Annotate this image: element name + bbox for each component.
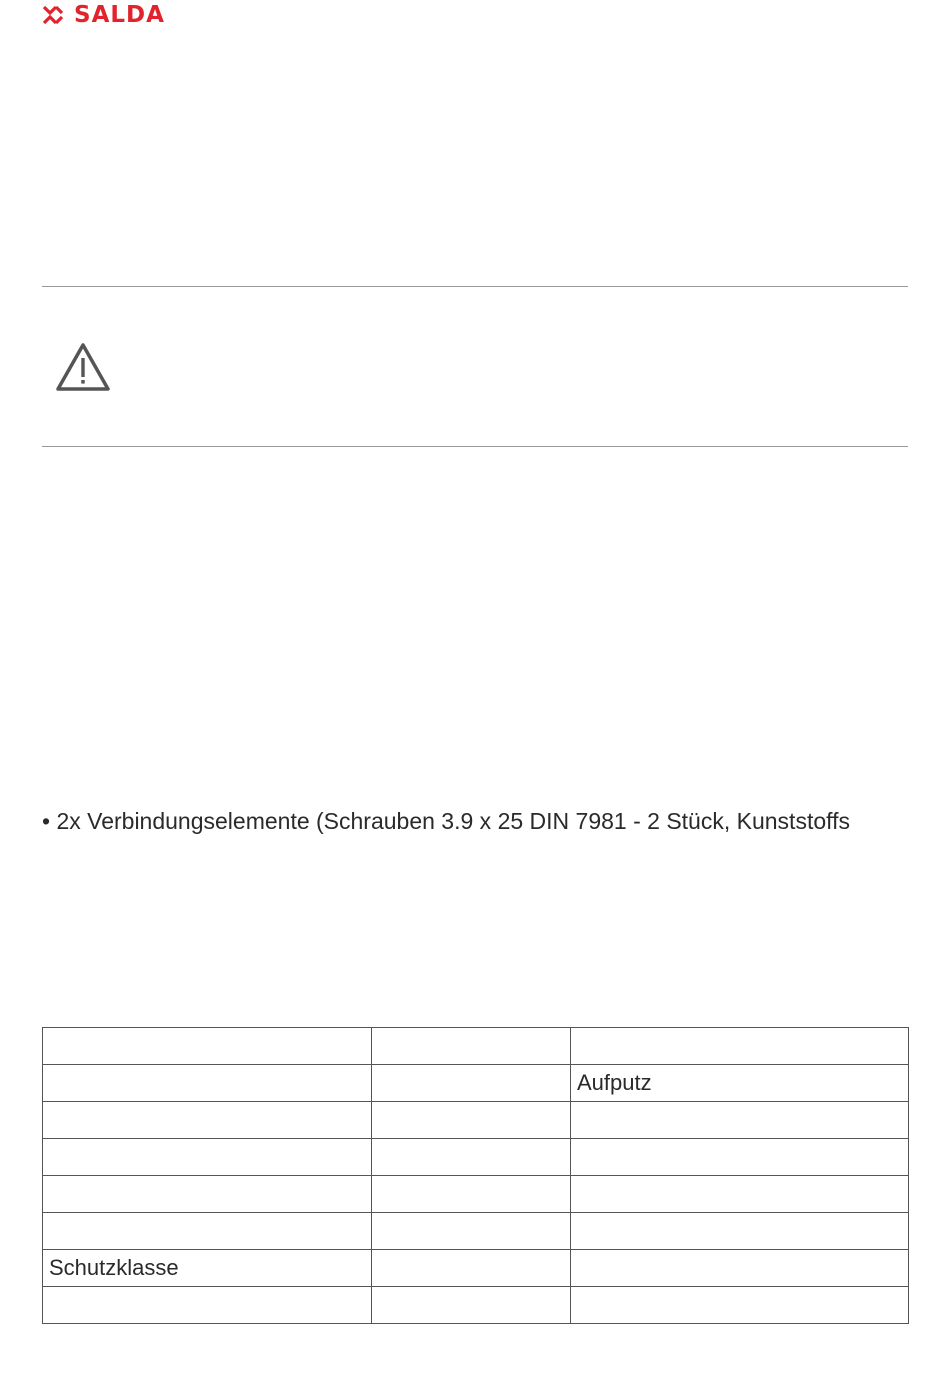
table-cell <box>372 1213 571 1250</box>
table-row <box>43 1250 909 1287</box>
table-cell <box>43 1028 372 1065</box>
table-cell <box>43 1102 372 1139</box>
table-cell <box>571 1287 909 1324</box>
divider-top <box>42 286 908 287</box>
divider-bottom <box>42 446 908 447</box>
table-cell <box>571 1213 909 1250</box>
table-cell <box>43 1176 372 1213</box>
table-cell <box>372 1176 571 1213</box>
table-cell: Aufputz <box>571 1065 909 1102</box>
table-cell <box>372 1139 571 1176</box>
table-row <box>43 1176 909 1213</box>
table-row <box>43 1028 909 1065</box>
table-cell <box>372 1065 571 1102</box>
table-cell <box>43 1139 372 1176</box>
table-row <box>43 1213 909 1250</box>
specifications-table <box>42 1027 909 1324</box>
table-row <box>43 1287 909 1324</box>
salda-logo <box>42 2 165 28</box>
table-cell <box>43 1213 372 1250</box>
salda-chevrons-icon <box>42 4 68 26</box>
table-cell <box>43 1065 372 1102</box>
table-row <box>43 1102 909 1139</box>
table-row <box>43 1065 909 1102</box>
table-cell <box>372 1028 571 1065</box>
table-cell <box>372 1102 571 1139</box>
table-cell <box>571 1139 909 1176</box>
table-cell <box>571 1102 909 1139</box>
warning-triangle-icon <box>55 341 111 398</box>
table-cell <box>571 1028 909 1065</box>
package-contents-item: • 2x Verbindungselemente (Schrauben 3.9 x 25 DIN 7981 - 2 Stück, Kunststoffs <box>42 808 850 834</box>
table-cell <box>372 1250 571 1287</box>
table-cell <box>372 1287 571 1324</box>
table-cell <box>571 1250 909 1287</box>
brand-name: SALDA <box>74 2 165 28</box>
table-row <box>43 1139 909 1176</box>
table-cell: Schutzklasse <box>43 1250 372 1287</box>
table-cell <box>43 1287 372 1324</box>
table-cell <box>571 1176 909 1213</box>
